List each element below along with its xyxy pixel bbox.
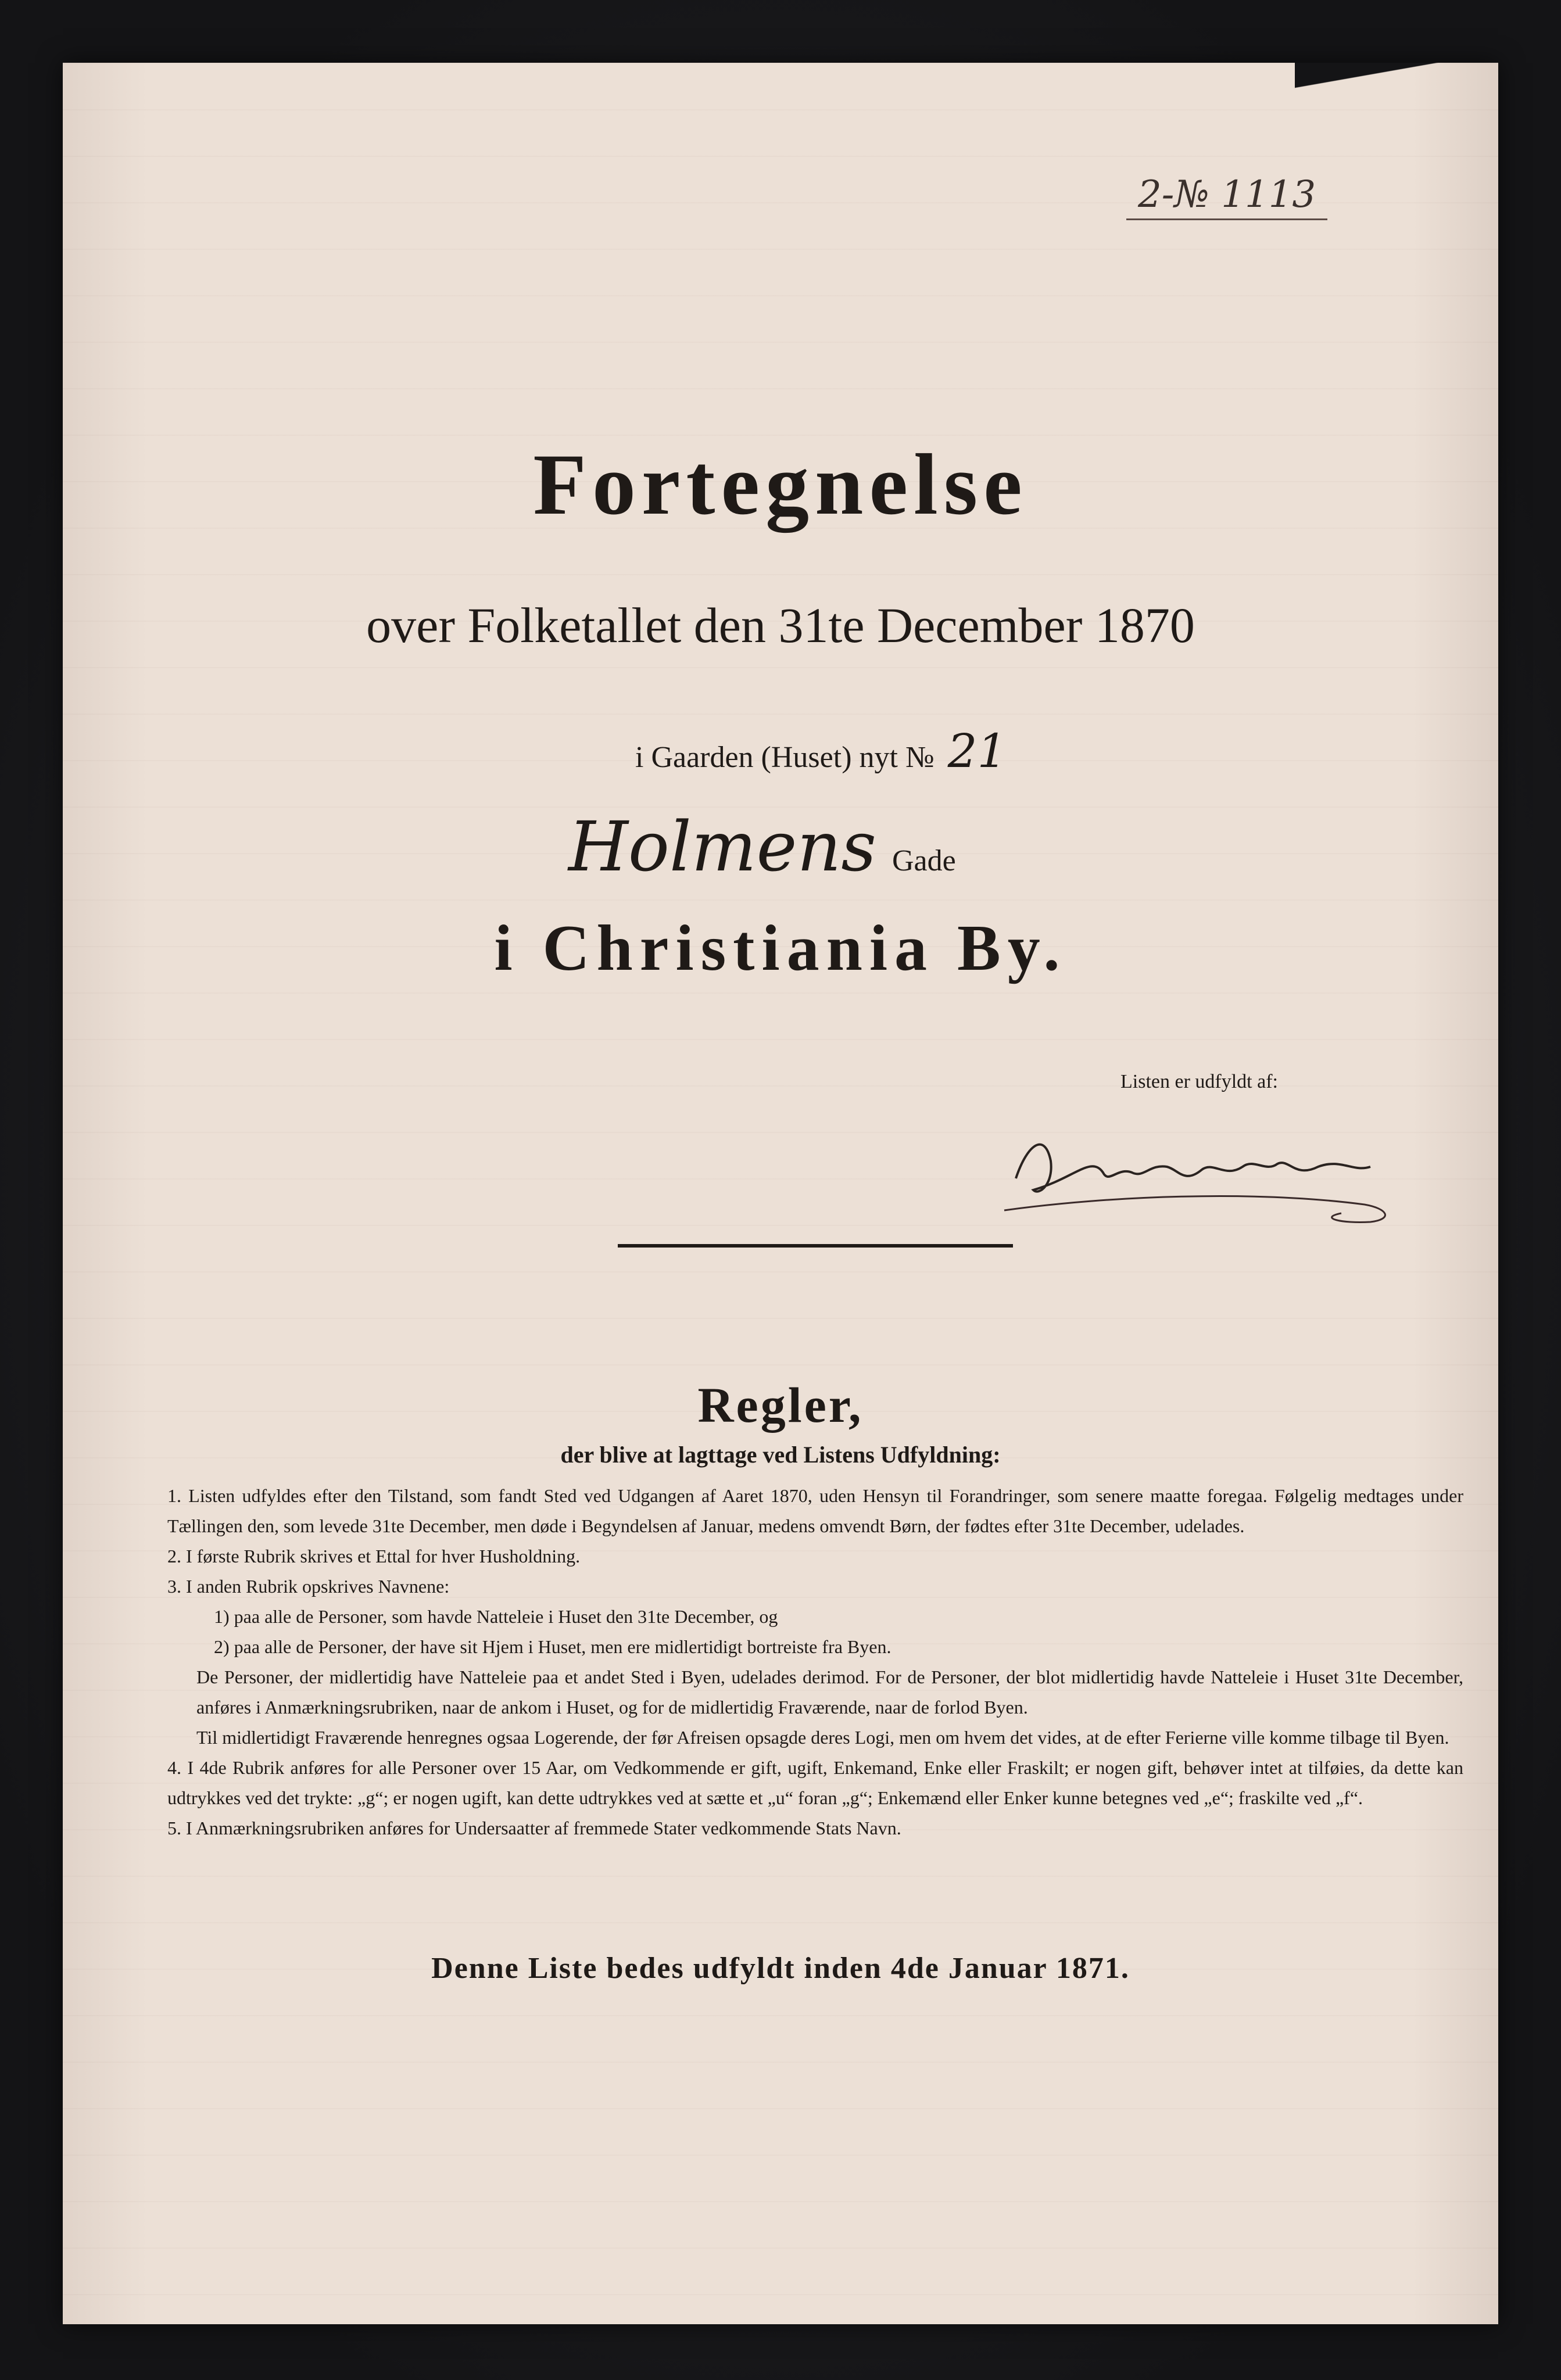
signature-image xyxy=(993,1109,1411,1236)
deadline-note: Denne Liste bedes udfyldt inden 4de Januar 1871. xyxy=(431,1952,1130,1985)
house-number-handwritten: 21 xyxy=(947,724,1007,778)
rules-title: Regler, xyxy=(697,1377,864,1433)
divider-line xyxy=(618,1244,1013,1248)
street-name-handwritten: Holmens xyxy=(568,807,876,887)
street-line xyxy=(568,807,956,887)
rule-paragraph: Til midlertidigt Fraværende henregnes ogsaa Logerende, der før Afreisen opsagde deres Logi, men om hvem det vides, at de efter Ferierne ville komme tilbage til Byen. xyxy=(196,1727,1449,1748)
rule-item: 3. I anden Rubrik opskrives Navnene: xyxy=(167,1576,450,1597)
signature-stroke xyxy=(1016,1145,1370,1192)
street-suffix: Gade xyxy=(892,844,956,877)
rule-item: 5. I Anmærkningsrubriken anføres for Undersaatter af fremmede Stater vedkommende Stats Navn. xyxy=(167,1818,901,1838)
rule-item: 4. I 4de Rubrik anføres for alle Personer over 15 Aar, om Vedkommende er gift, ugift, Enkemand, Enke eller Fraskilt; er nogen gift, behøver intet at tilføies, da dette kan udtrykkes ved det trykte: „g“; er nogen ugift, kan dette udtrykkes ved at sætte et „u“ foran „g“; Enkemænd eller Enker kunne betegnes ved „e“; fraskilte ved „f“. xyxy=(167,1757,1463,1808)
city-line: i Christiania By. xyxy=(494,912,1067,984)
rule-item: 2. I første Rubrik skrives et Ettal for hver Husholdning. xyxy=(167,1546,581,1567)
rules-list xyxy=(167,1481,1463,1843)
rule-paragraph: De Personer, der midlertidig have Natteleie paa et andet Sted i Byen, udelades derimod. For de Personer, der blot midlertidig havde Natteleie i Huset 31te December, anføres i Anmærkningsrubriken, naar de ankom i Huset, og for de midlertidig Fraværende, naar de forlod Byen. xyxy=(196,1666,1463,1718)
form-subtitle: over Folketallet den 31te December 1870 xyxy=(366,597,1195,653)
rule-item: 1. Listen udfyldes efter den Tilstand, som fandt Sted ved Udgangen af Aaret 1870, uden Hensyn til Forandringer, som senere maatte foregaa. Følgelig medtages under Tællingen den, som levede 31te December, men døde i Begyndelsen af Januar, medens omvendt Børn, der fødtes efter 31te December, udelades. xyxy=(167,1485,1463,1536)
rule-subitem: 2) paa alle de Personer, der have sit Hjem i Huset, men ere midlertidigt bortreiste fra Byen. xyxy=(214,1636,892,1657)
reference-number: 2-№ 1113 xyxy=(1126,173,1327,220)
torn-corner xyxy=(1295,63,1498,98)
rules-subtitle: der blive at lagttage ved Listens Udfyldning: xyxy=(560,1442,1001,1468)
filled-by-label: Listen er udfyldt af: xyxy=(1120,1071,1278,1092)
census-form-sheet xyxy=(63,63,1498,2324)
form-title: Fortegnelse xyxy=(533,436,1028,533)
rule-subitem: 1) paa alle de Personer, som havde Natteleie i Huset den 31te December, og xyxy=(214,1606,778,1627)
house-number-label: i Gaarden (Huset) nyt № xyxy=(635,741,935,774)
signature-underline xyxy=(1004,1196,1385,1223)
house-number-line xyxy=(635,724,1007,778)
